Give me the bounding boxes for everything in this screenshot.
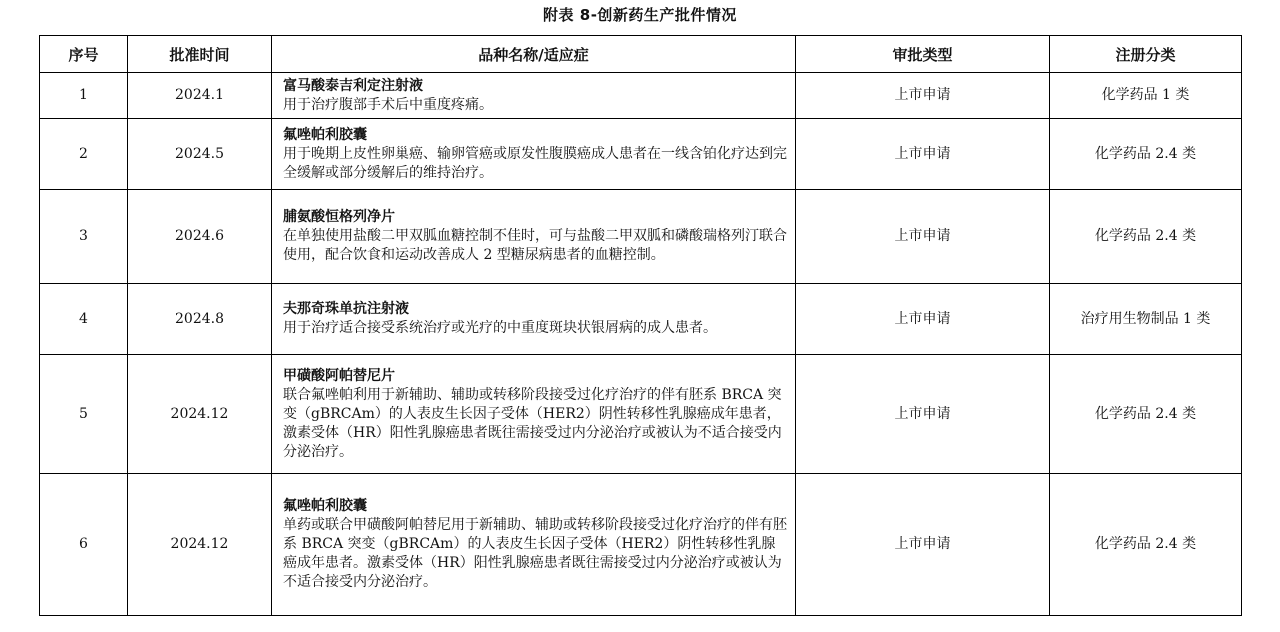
drug-name: 甲磺酸阿帕替尼片 — [283, 367, 395, 384]
row-description — [272, 474, 796, 616]
row-description — [272, 119, 796, 190]
table-row — [40, 73, 1242, 119]
drug-name: 氟唑帕利胶囊 — [283, 498, 367, 514]
row-description — [272, 355, 796, 474]
drug-name: 脯氨酸恒格列净片 — [283, 209, 395, 225]
row-category: 化学药品 1 类 — [1050, 73, 1242, 119]
row-no: 4 — [40, 284, 128, 355]
row-date: 2024.12 — [128, 355, 272, 474]
row-no: 2 — [40, 119, 128, 190]
page-title: 附表 8-创新药生产批件情况 — [543, 6, 737, 24]
table-row — [40, 190, 1242, 284]
header-approval-type: 审批类型 — [796, 36, 1050, 73]
row-no: 6 — [40, 474, 128, 616]
table-header-row — [40, 36, 1242, 73]
row-approval-type: 上市申请 — [796, 284, 1050, 355]
row-no: 1 — [40, 73, 128, 119]
drug-name: 夫那奇珠单抗注射液 — [283, 301, 409, 317]
row-date: 2024.6 — [128, 190, 272, 284]
row-category: 化学药品 2.4 类 — [1050, 119, 1242, 190]
row-description — [272, 190, 796, 284]
table-row — [40, 474, 1242, 616]
row-date: 2024.8 — [128, 284, 272, 355]
row-approval-type: 上市申请 — [796, 190, 1050, 284]
row-category: 化学药品 2.4 类 — [1050, 474, 1242, 616]
row-category: 治疗用生物制品 1 类 — [1050, 284, 1242, 355]
table-row — [40, 119, 1242, 190]
header-name-indication: 品种名称/适应症 — [272, 36, 796, 73]
drug-indication: 联合氟唑帕利用于新辅助、辅助或转移阶段接受过化疗治疗的伴有胚系 BRCA 突变（gBRCAm）的人表皮生长因子受体（HER2）阴性转移性乳腺癌成年患者，激素受体（HR）阳性乳腺癌患者既往需接受过内分泌治疗或被认为不适合接受内分泌治疗。 — [283, 386, 782, 460]
row-category: 化学药品 2.4 类 — [1050, 355, 1242, 474]
drug-name: 氟唑帕利胶囊 — [283, 126, 367, 143]
drug-indication: 用于晚期上皮性卵巢癌、输卵管癌或原发性腹膜癌成人患者在一线含铂化疗达到完全缓解或部分缓解后的维持治疗。 — [283, 145, 787, 181]
row-approval-type: 上市申请 — [796, 355, 1050, 474]
row-approval-type: 上市申请 — [796, 474, 1050, 616]
row-no: 3 — [40, 190, 128, 284]
row-category: 化学药品 2.4 类 — [1050, 190, 1242, 284]
row-date: 2024.5 — [128, 119, 272, 190]
row-date: 2024.12 — [128, 474, 272, 616]
row-description — [272, 284, 796, 355]
row-date: 2024.1 — [128, 73, 272, 119]
drug-name: 富马酸泰吉利定注射液 — [283, 77, 423, 94]
drug-approval-table — [39, 35, 1242, 616]
table-row — [40, 355, 1242, 474]
drug-indication: 在单独使用盐酸二甲双胍血糖控制不佳时，可与盐酸二甲双胍和磷酸瑞格列汀联合使用，配合饮食和运动改善成人 2 型糖尿病患者的血糖控制。 — [283, 228, 787, 263]
row-no: 5 — [40, 355, 128, 474]
header-category: 注册分类 — [1050, 36, 1242, 73]
drug-indication: 用于治疗腹部手术后中重度疼痛。 — [283, 96, 493, 113]
row-approval-type: 上市申请 — [796, 119, 1050, 190]
drug-indication: 单药或联合甲磺酸阿帕替尼用于新辅助、辅助或转移阶段接受过化疗治疗的伴有胚系 BRCA 突变（gBRCAm）的人表皮生长因子受体（HER2）阴性转移性乳腺癌成年患者。激素受体（HR）阳性乳腺癌患者既往需接受过内分泌治疗或被认为不适合接受内分泌治疗。 — [283, 517, 787, 590]
table-row — [40, 284, 1242, 355]
header-no: 序号 — [40, 36, 128, 73]
row-approval-type: 上市申请 — [796, 73, 1050, 119]
row-description — [272, 73, 796, 119]
drug-indication: 用于治疗适合接受系统治疗或光疗的中重度斑块状银屑病的成人患者。 — [283, 320, 717, 336]
header-date: 批准时间 — [128, 36, 272, 73]
